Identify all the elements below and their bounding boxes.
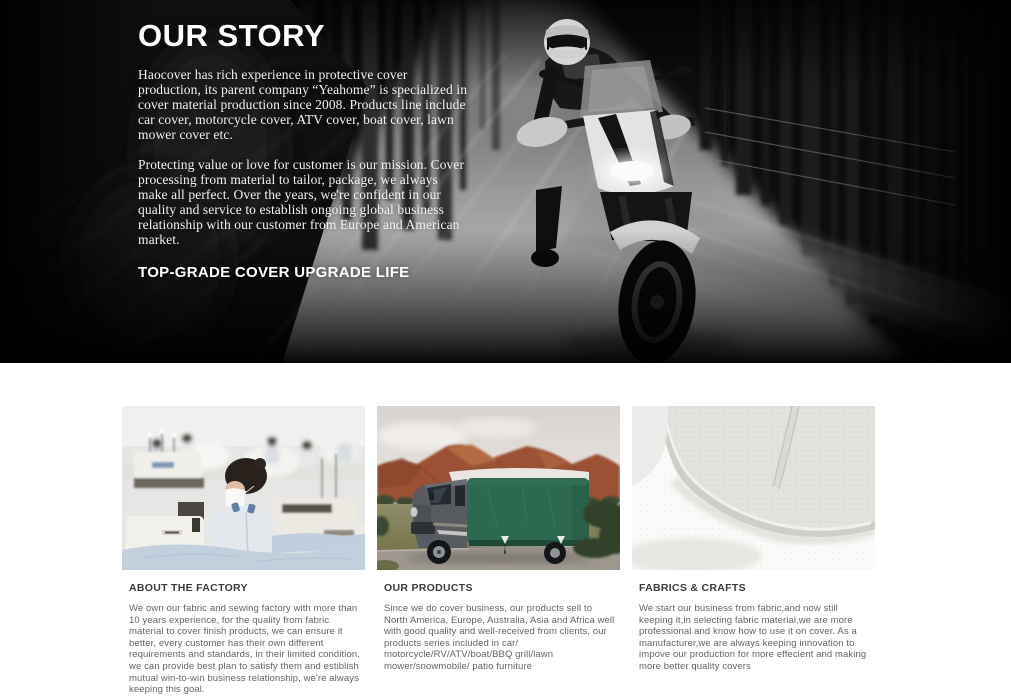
card-our-products — [377, 406, 620, 696]
hero-tagline: TOP-GRADE COVER UPGRADE LIFE — [138, 264, 410, 281]
hero-text-block — [138, 20, 468, 281]
section-heading-factory: ABOUT THE FACTORY — [129, 582, 248, 594]
white-fabric-closeup-photo — [632, 406, 875, 570]
section-body-products: Since we do cover business, our products sell to North America, Europe, Australia, Asia and Africa well with good quality and well-received from clients, our products series included in car/ motorcycle/RV/ATV/boat/BBQ grill/lawn mower/snowmobile/ patio furniture — [384, 603, 615, 672]
section-body-fabrics: We start our business from fabric,and now still keeping it,in selecting fabric material,we are more professional and know how to use it on cover. As a manufacturer,we are always keeping innovation to impove our production for more effecient and making more better quality covers — [639, 603, 867, 672]
card-fabrics-crafts — [632, 406, 875, 696]
hero-paragraph-1: Haocover has rich experience in protective cover production, its parent company “Yeahome” is specialized in cover material production since 2008. Products line include car cover, motorcycle cover, ATV cover, boat cover, lawn mower cover etc. — [138, 67, 468, 142]
section-heading-products: OUR PRODUCTS — [384, 582, 473, 594]
factory-sewing-workers-photo — [122, 406, 365, 570]
section-heading-fabrics: FABRICS & CRAFTS — [639, 582, 746, 594]
content-section — [0, 363, 1011, 696]
card-about-factory — [122, 406, 365, 696]
page-title: OUR STORY — [138, 18, 326, 53]
section-body-factory: We own our fabric and sewing factory with more than 10 years experience, for the quality from fabric material to cover finish products, we can ensure it better, every customer has their own different requirements and standards, in their limited condition, we can provide best plan to satisfy them and estiblish mutual win-to-win business relationship, we're always keeping this goal. — [129, 603, 360, 696]
van-with-green-cover-photo — [377, 406, 620, 570]
hero-paragraph-2: Protecting value or love for customer is our mission. Cover processing from material to tailor, package, we always make all perfect. Over the years, we're confident in our quality and service to establish ongoing global business relationship with our customer from Europe and American market. — [138, 157, 465, 247]
